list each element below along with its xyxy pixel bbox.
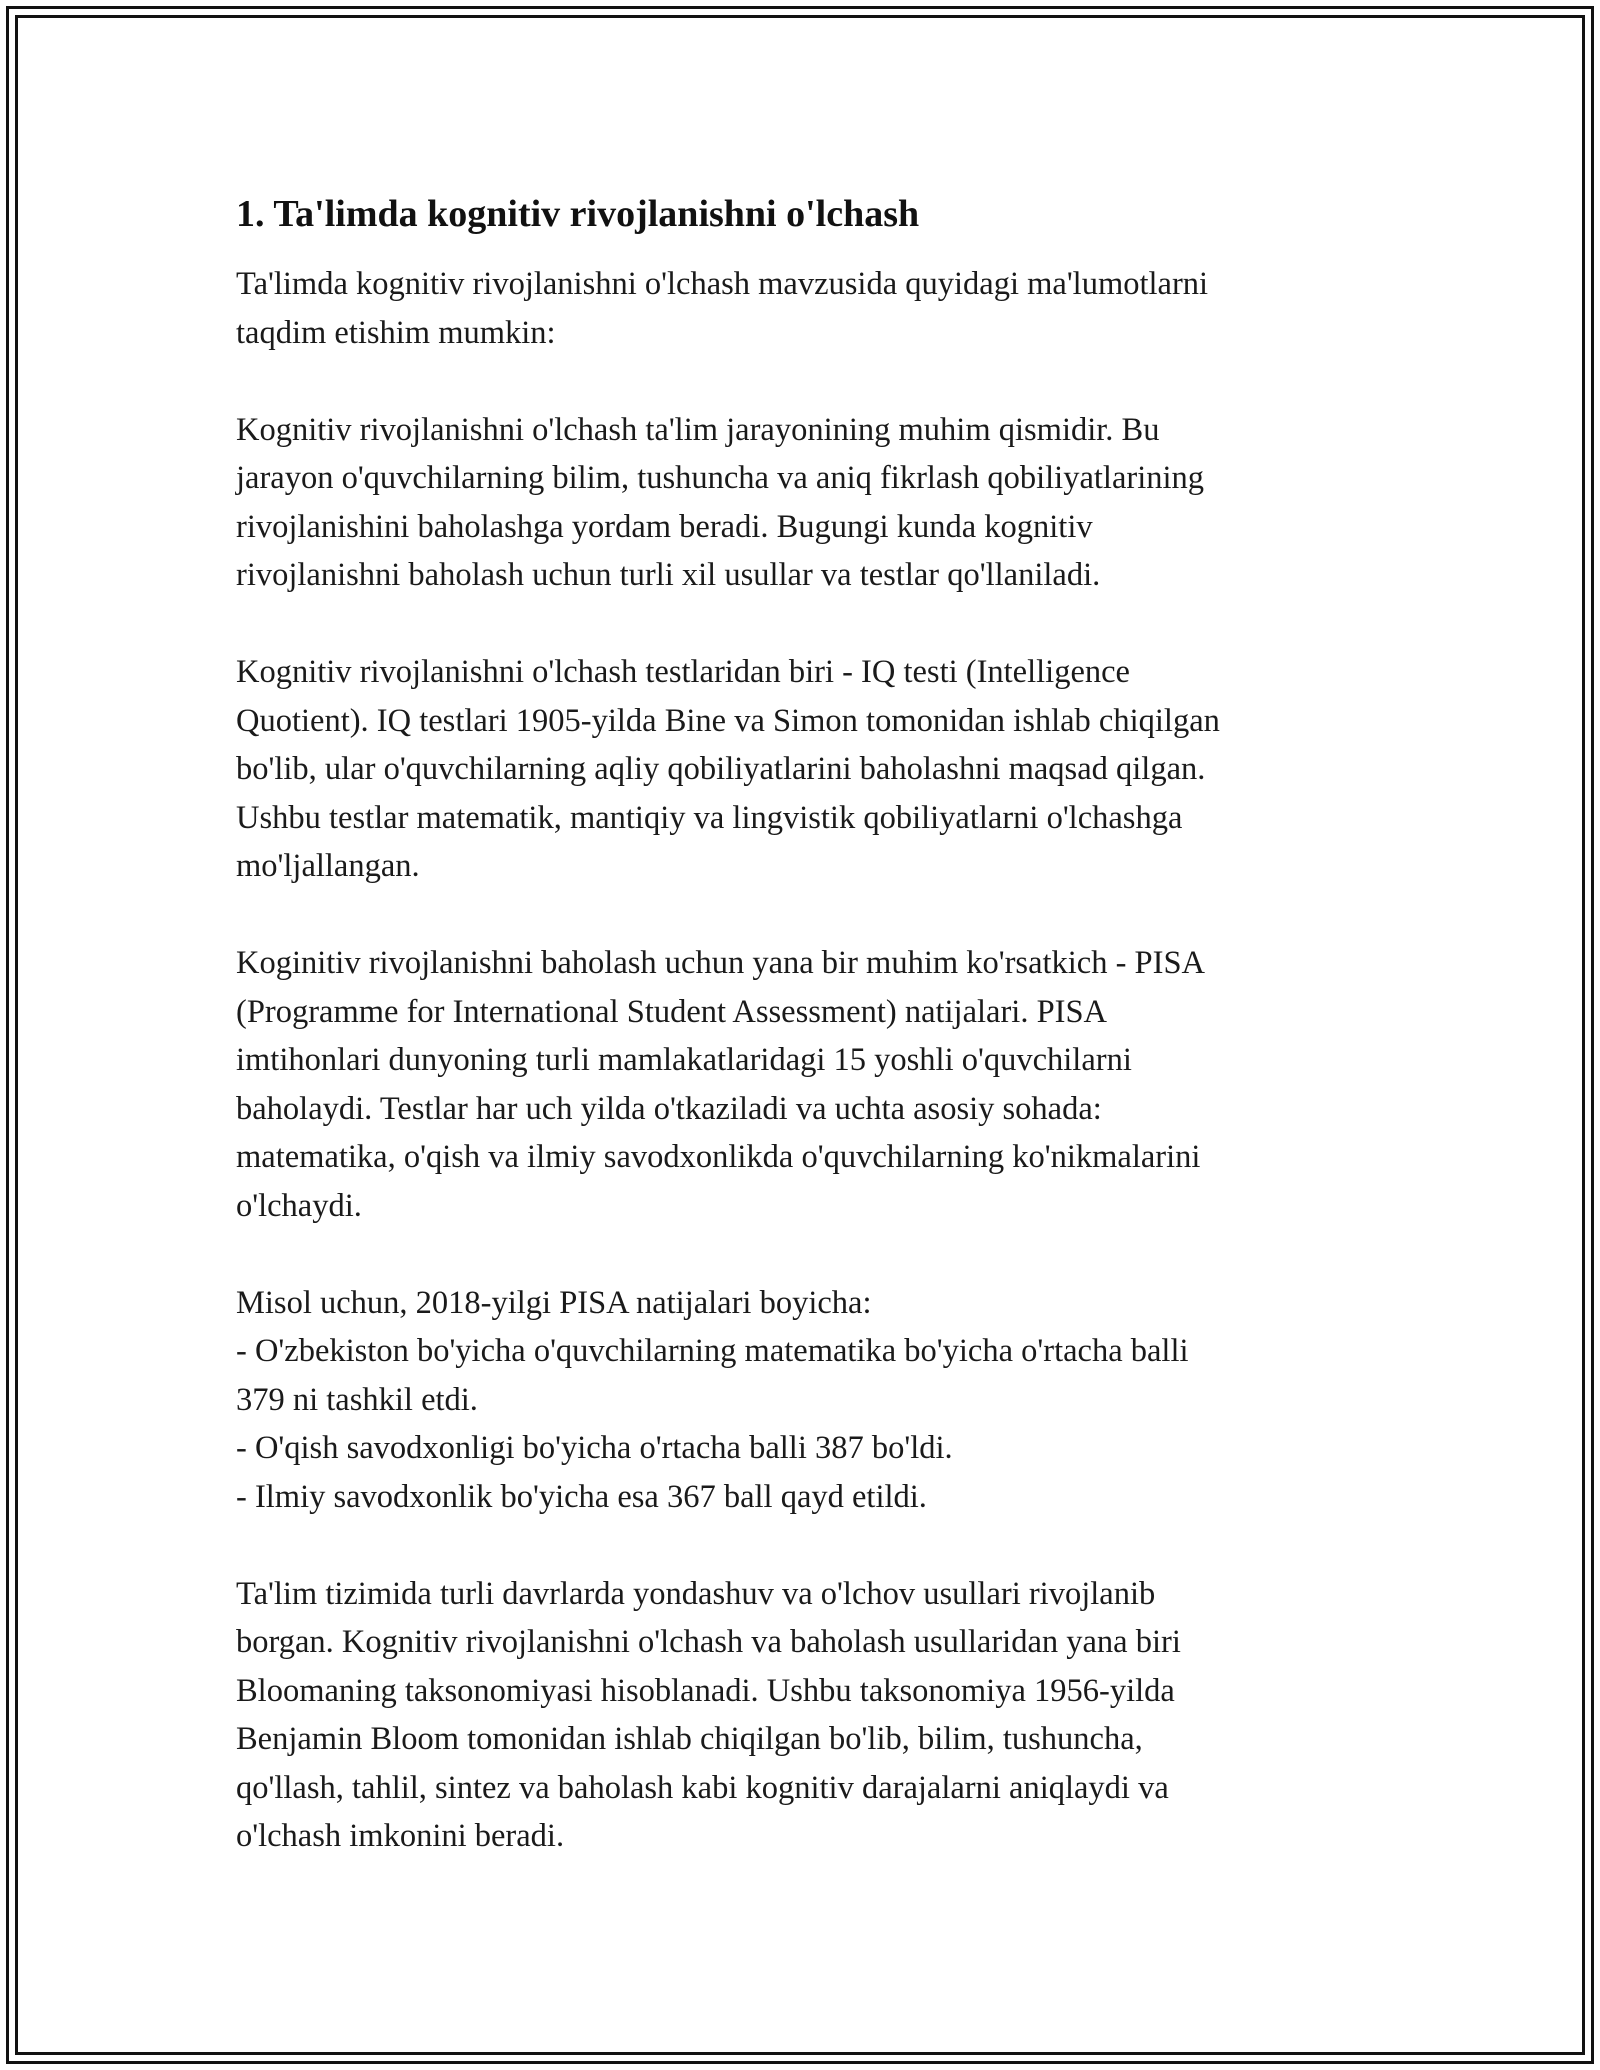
- paragraph-line: matematika, o'qish va ilmiy savodxonlikda o'quvchilarning ko'nikmalarini: [236, 1139, 1201, 1175]
- paragraph-line: jarayon o'quvchilarning bilim, tushuncha va aniq fikrlash qobiliyatlarining: [236, 460, 1205, 496]
- paragraph-line: imtihonlari dunyoning turli mamlakatlaridagi 15 yoshli o'quvchilarni: [236, 1042, 1132, 1078]
- paragraph-line: mo'ljallangan.: [236, 848, 420, 884]
- section-heading: 1. Ta'limda kognitiv rivojlanishni o'lchash: [236, 193, 920, 235]
- document-body: [236, 190, 1366, 1909]
- paragraph-line: taqdim etishim mumkin:: [236, 314, 556, 351]
- paragraph-line: Kognitiv rivojlanishni o'lchash ta'lim jarayonining muhim qismidir. Bu: [236, 411, 1160, 448]
- paragraph-line: Ta'lim tizimida turli davrlarda yondashuv va o'lchov usullari rivojlanib: [236, 1575, 1156, 1612]
- paragraph: [236, 939, 1366, 1230]
- paragraph: [236, 648, 1366, 891]
- paragraph-line: Bloomaning taksonomiyasi hisoblanadi. Ushbu taksonomiya 1956-yilda: [236, 1672, 1175, 1709]
- paragraph: [236, 1570, 1366, 1861]
- paragraph-line: Koginitiv rivojlanishni baholash uchun yana bir muhim ko'rsatkich - PISA: [236, 945, 1206, 981]
- paragraph: [236, 1279, 1366, 1522]
- paragraph-line: qo'llash, tahlil, sintez va baholash kabi kognitiv darajalarni aniqlaydi va: [236, 1769, 1169, 1806]
- paragraph-line: (Programme for International Student Assessment) natijalari. PISA: [236, 993, 1108, 1030]
- paragraph: [236, 406, 1366, 600]
- paragraph-line: Quotient). IQ testlari 1905-yilda Bine va Simon tomonidan ishlab chiqilgan: [236, 702, 1220, 739]
- paragraph-line: rivojlanishni baholash uchun turli xil usullar va testlar qo'llaniladi.: [236, 557, 1101, 593]
- paragraph-line: o'lchaydi.: [236, 1187, 362, 1224]
- paragraph-line: Ta'limda kognitiv rivojlanishni o'lchash mavzusida quyidagi ma'lumotlarni: [236, 266, 1209, 302]
- paragraph-line: Benjamin Bloom tomonidan ishlab chiqilgan bo'lib, bilim, tushuncha,: [236, 1721, 1143, 1757]
- paragraph-line: - O'zbekiston bo'yicha o'quvchilarning matematika bo'yicha o'rtacha balli: [236, 1333, 1189, 1369]
- paragraph-line: - O'qish savodxonligi bo'yicha o'rtacha balli 387 bo'ldi.: [236, 1430, 953, 1466]
- paragraph-line: Misol uchun, 2018-yilgi PISA natijalari boyicha:: [236, 1284, 872, 1321]
- paragraph-line: Ushbu testlar matematik, mantiqiy va lingvistik qobiliyatlarni o'lchashga: [236, 799, 1183, 836]
- paragraph: [236, 260, 1366, 357]
- paragraph-line: 379 ni tashkil etdi.: [236, 1381, 478, 1418]
- paragraph-line: Kognitiv rivojlanishni o'lchash testlaridan biri - IQ testi (Intelligence: [236, 654, 1130, 690]
- paragraph-line: rivojlanishini baholashga yordam beradi. Bugungi kunda kognitiv: [236, 508, 1093, 545]
- paragraph-line: baholaydi. Testlar har uch yilda o'tkaziladi va uchta asosiy sohada:: [236, 1090, 1102, 1127]
- paragraph-line: bo'lib, ular o'quvchilarning aqliy qobiliyatlarini baholashni maqsad qilgan.: [236, 751, 1206, 787]
- paragraph-line: o'lchash imkonini beradi.: [236, 1818, 565, 1854]
- paragraph-line: borgan. Kognitiv rivojlanishni o'lchash va baholash usullaridan yana biri: [236, 1624, 1181, 1660]
- paragraph-line: - Ilmiy savodxonlik bo'yicha esa 367 ball qayd etildi.: [236, 1478, 927, 1515]
- paragraph-list: [236, 260, 1366, 1861]
